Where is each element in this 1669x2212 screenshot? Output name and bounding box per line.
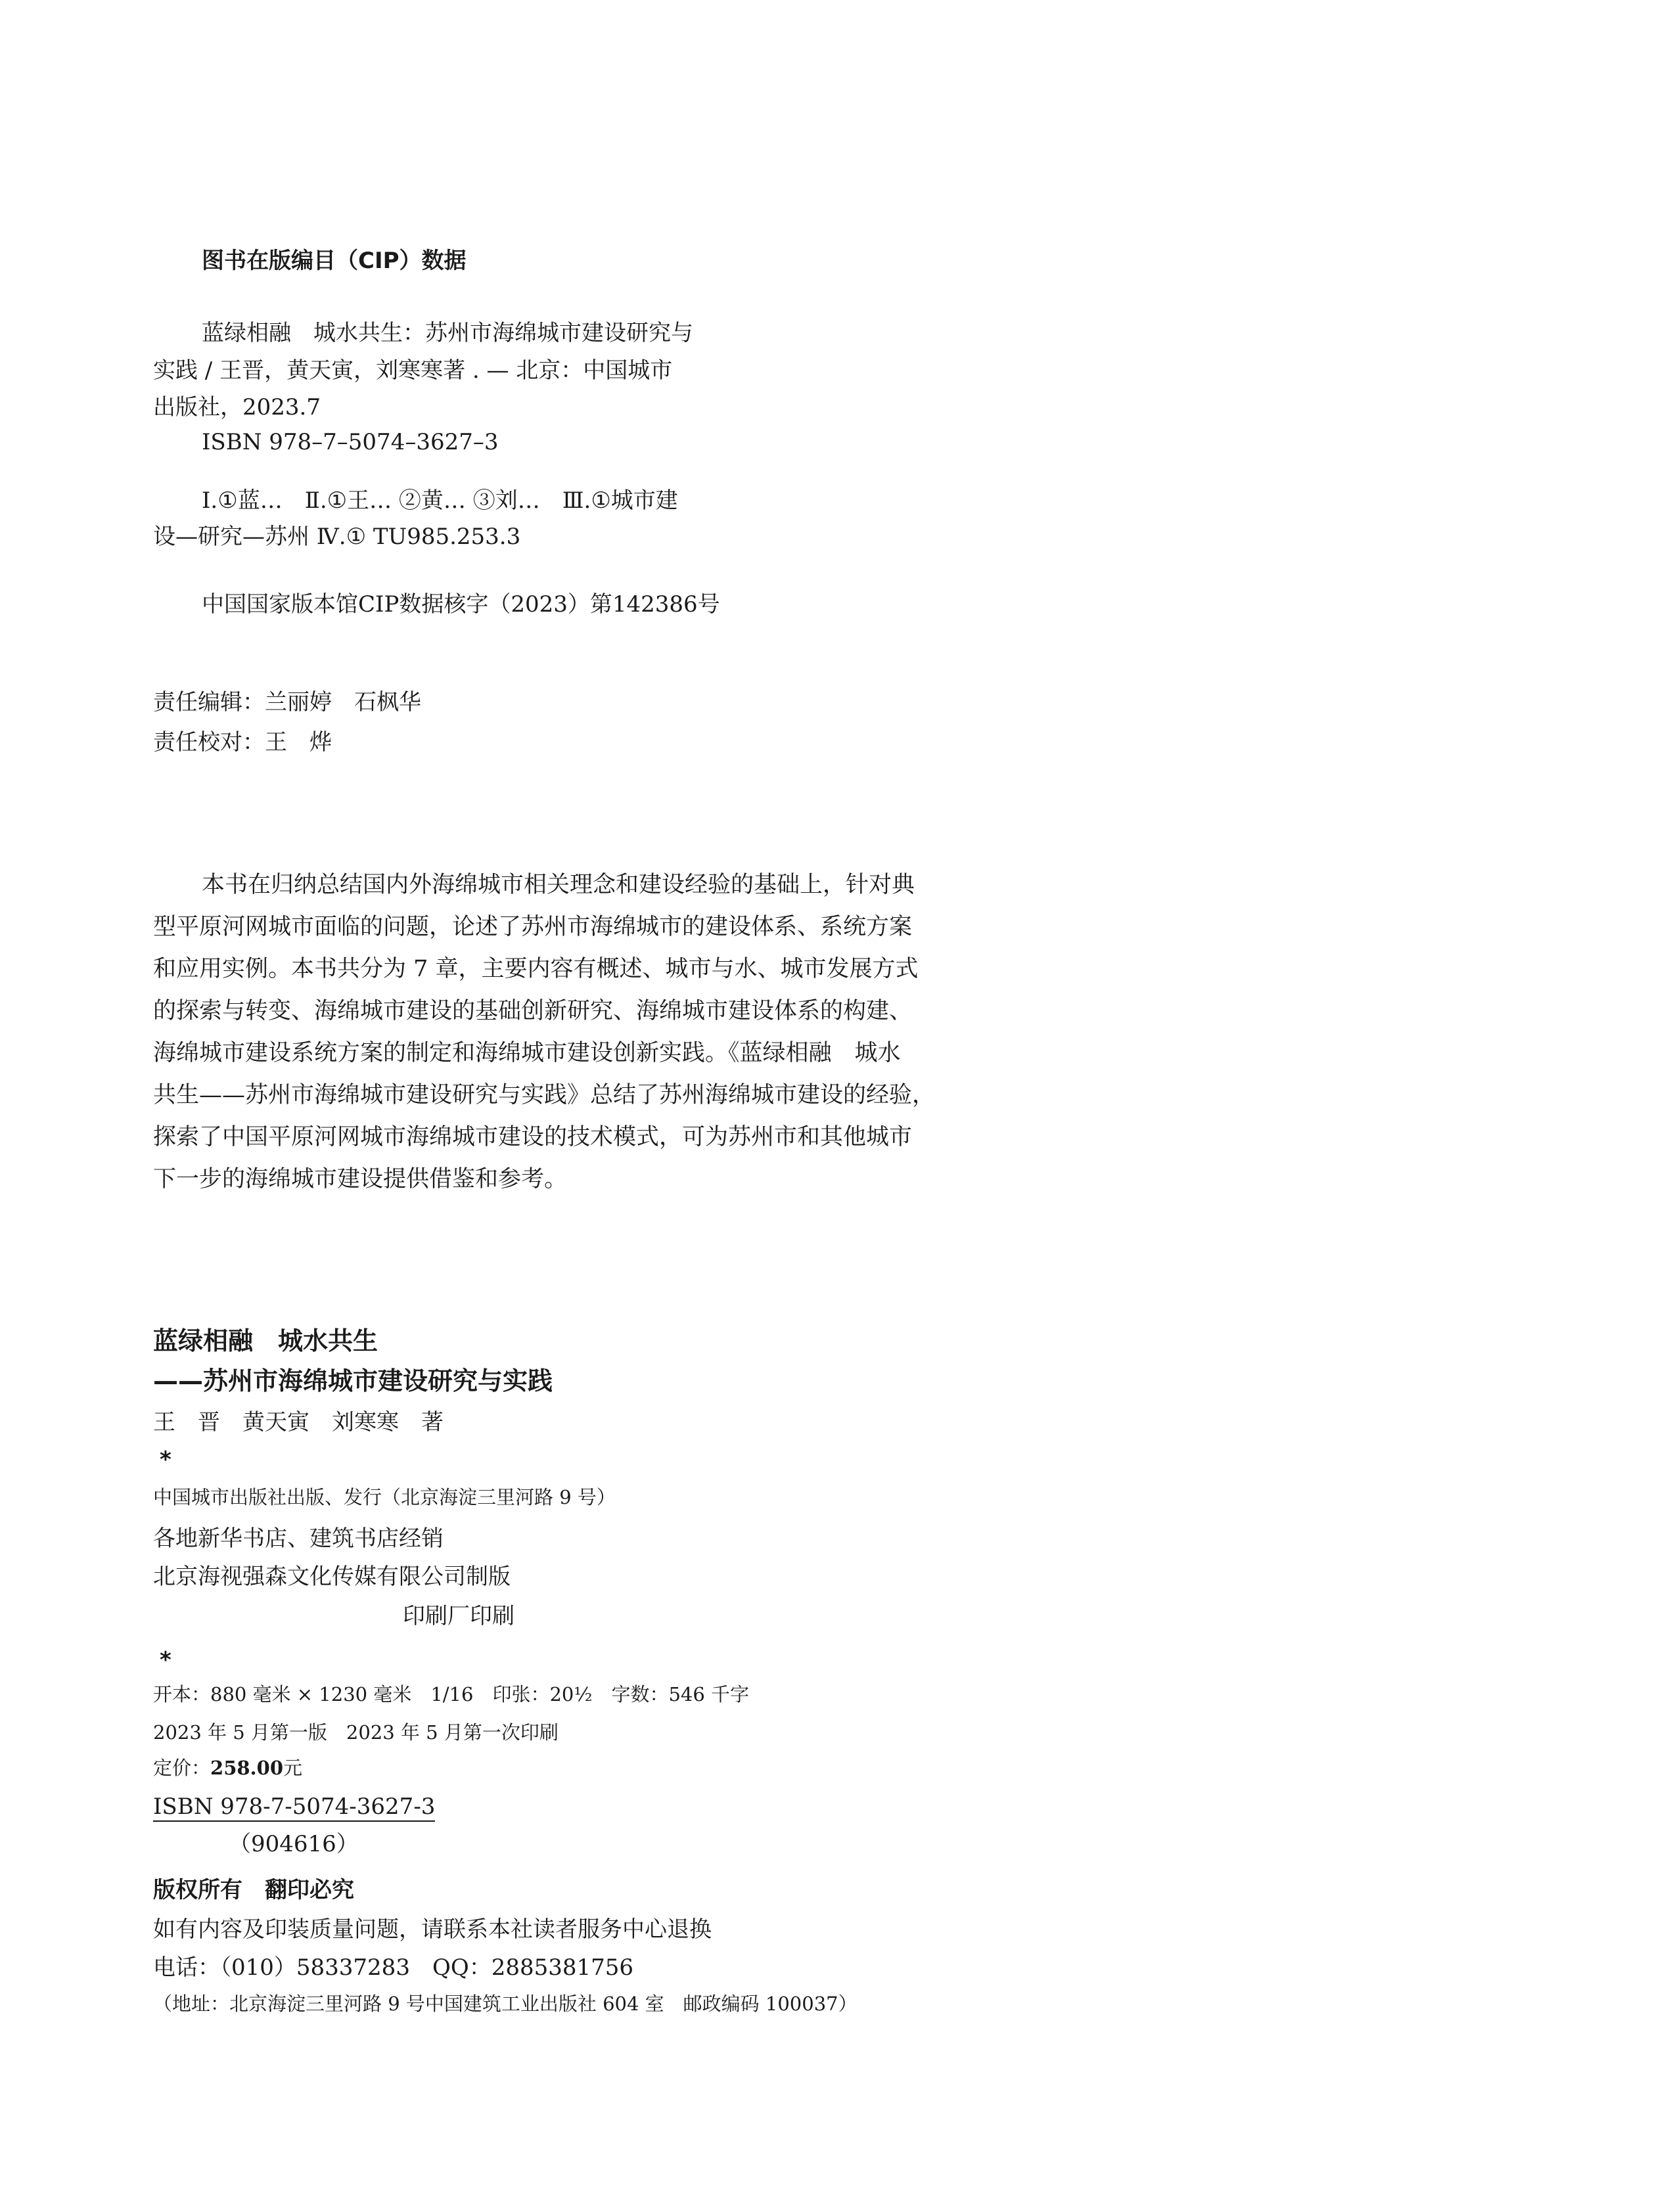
cip-classification: Ⅰ.①蓝… Ⅱ.①王… ②黄… ③刘… Ⅲ.①城市建 bbox=[202, 487, 678, 514]
distributor-line: 各地新华书店、建筑书店经销 bbox=[153, 1525, 444, 1552]
price-line bbox=[153, 1759, 302, 1778]
cip-isbn: ISBN 978–7–5074–3627–3 bbox=[202, 429, 499, 455]
format-line: 开本：880 毫米 × 1230 毫米 1/16 印张：20½ 字数：546 千字 bbox=[153, 1683, 750, 1705]
rights-notice: 如有内容及印装质量问题，请联系本社读者服务中心退换 bbox=[153, 1916, 712, 1943]
blurb-line: 共生——苏州市海绵城市建设研究与实践》总结了苏州海绵城市建设的经验， bbox=[153, 1082, 936, 1108]
price-unit: 元 bbox=[283, 1757, 303, 1779]
blurb-line: 探索了中国平原河网城市海绵城市建设的技术模式，可为苏州市和其他城市 bbox=[153, 1124, 913, 1150]
colophon-isbn: ISBN 978-7-5074-3627-3 bbox=[153, 1795, 435, 1822]
book-title: 蓝绿相融 城水共生 bbox=[153, 1326, 378, 1355]
book-authors: 王 晋 黄天寅 刘寒寒 著 bbox=[153, 1409, 444, 1435]
cip-number: 中国国家版本馆CIP数据核字（2023）第142386号 bbox=[202, 591, 720, 618]
price-value: 258.00 bbox=[210, 1757, 284, 1779]
address-line: （地址：北京海淀三里河路 9 号中国建筑工业出版社 604 室 邮政编码 100037） bbox=[153, 1993, 857, 2015]
publisher-line: 中国城市出版社出版、发行（北京海淀三里河路 9 号） bbox=[153, 1486, 616, 1508]
blurb-line: 海绵城市建设系统方案的制定和海绵城市建设创新实践。《蓝绿相融 城水 bbox=[153, 1040, 901, 1066]
plate-maker-line: 北京海视强森文化传媒有限公司制版 bbox=[153, 1564, 511, 1590]
cip-line: 蓝绿相融 城水共生：苏州市海绵城市建设研究与 bbox=[202, 320, 693, 346]
cip-heading: 图书在版编目（CIP）数据 bbox=[202, 248, 467, 274]
blurb-line: 本书在归纳总结国内外海绵城市相关理念和建设经验的基础上，针对典 bbox=[202, 872, 915, 898]
book-code: （904616） bbox=[229, 1831, 359, 1857]
blurb-line: 型平原河网城市面临的问题，论述了苏州市海绵城市的建设体系、系统方案 bbox=[153, 914, 913, 940]
book-subtitle: ——苏州市海绵城市建设研究与实践 bbox=[153, 1366, 553, 1395]
blurb-line: 的探索与转变、海绵城市建设的基础创新研究、海绵城市建设体系的构建、 bbox=[153, 998, 913, 1024]
cip-classification: 设—研究—苏州 Ⅳ.① TU985.253.3 bbox=[153, 524, 521, 550]
rights-heading: 版权所有 翻印必究 bbox=[153, 1877, 354, 1903]
contact-line: 电话：（010）58337283 QQ：2885381756 bbox=[153, 1954, 634, 1981]
blurb-line: 和应用实例。本书共分为 7 章，主要内容有概述、城市与水、城市发展方式 bbox=[153, 956, 919, 982]
cip-line: 实践 / 王晋，黄天寅，刘寒寒著 . — 北京：中国城市 bbox=[153, 357, 673, 384]
responsible-proofreader: 责任校对：王 烨 bbox=[153, 729, 332, 756]
edition-line: 2023 年 5 月第一版 2023 年 5 月第一次印刷 bbox=[153, 1721, 559, 1744]
printer-line: 印刷厂印刷 bbox=[403, 1603, 514, 1629]
separator-star: * bbox=[160, 1647, 171, 1673]
separator-star: * bbox=[160, 1447, 171, 1473]
price-label: 定价： bbox=[153, 1757, 211, 1779]
blurb-line: 下一步的海绵城市建设提供借鉴和参考。 bbox=[153, 1166, 568, 1192]
cip-line: 出版社，2023.7 bbox=[153, 394, 321, 420]
responsible-editor: 责任编辑：兰丽婷 石枫华 bbox=[153, 689, 421, 715]
